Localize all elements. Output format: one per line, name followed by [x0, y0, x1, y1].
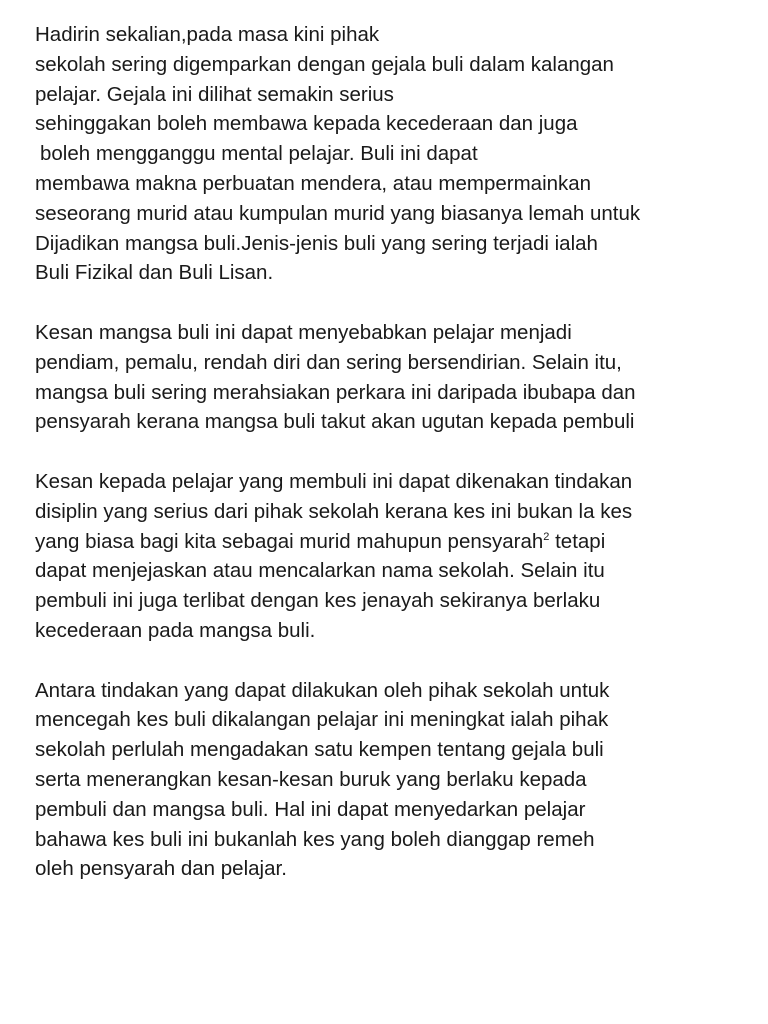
text-segment: yang biasa bagi kita sebagai murid mahupun pensyarah [35, 529, 544, 553]
text-line: Hadirin sekalian,pada masa kini pihak [35, 23, 380, 46]
text-line: disiplin yang serius dari pihak sekolah kerana kes ini bukan la kes [35, 499, 633, 523]
text-line: membawa makna perbuatan mendera, atau mempermainkan [35, 171, 592, 195]
text-line: pensyarah kerana mangsa buli takut akan ugutan kepada pembuli [35, 410, 635, 434]
text-line: Buli Fizikal dan Buli Lisan. [35, 261, 274, 285]
text-line: kecederaan pada mangsa buli. [35, 618, 316, 642]
document-page [35, 20, 755, 914]
text-line: pembuli ini juga terlibat dengan kes jenayah sekiranya berlaku [35, 589, 601, 613]
text-line: seseorang murid atau kumpulan murid yang biasanya lemah untuk [35, 201, 641, 225]
text-line: oleh pensyarah dan pelajar. [35, 857, 287, 881]
text-line: bahawa kes buli ini bukanlah kes yang boleh dianggap remeh [35, 827, 595, 851]
paragraph-4 [35, 676, 755, 885]
footnote-marker: 2 [543, 530, 550, 543]
text-line: Kesan kepada pelajar yang membuli ini dapat dikenakan tindakan [35, 469, 633, 493]
text-line: mangsa buli sering merahsiakan perkara ini daripada ibubapa dan [35, 380, 636, 404]
text-line: Kesan mangsa buli ini dapat menyebabkan pelajar menjadi [35, 320, 572, 344]
text-line: Dijadikan mangsa buli.Jenis-jenis buli yang sering terjadi ialah [35, 231, 598, 255]
paragraph-2 [35, 318, 755, 437]
text-segment: tetapi [549, 529, 606, 553]
text-line: dapat menjejaskan atau mencalarkan nama sekolah. Selain itu [35, 559, 605, 583]
text-line: pembuli dan mangsa buli. Hal ini dapat menyedarkan pelajar [35, 797, 586, 821]
text-line: Antara tindakan yang dapat dilakukan oleh pihak sekolah untuk [35, 678, 610, 702]
text-line: serta menerangkan kesan-kesan buruk yang berlaku kepada [35, 767, 587, 791]
text-line: sekolah sering digemparkan dengan gejala buli dalam kalangan [35, 52, 614, 76]
paragraph-1 [35, 20, 755, 288]
text-line-with-footnote [35, 527, 755, 557]
text-line: mencegah kes buli dikalangan pelajar ini meningkat ialah pihak [35, 708, 609, 732]
text-line: sekolah perlulah mengadakan satu kempen tentang gejala buli [35, 738, 604, 762]
text-line: sehinggakan boleh membawa kepada kecederaan dan juga [35, 112, 578, 136]
text-line: pelajar. Gejala ini dilihat semakin serius [35, 82, 394, 106]
text-line: pendiam, pemalu, rendah diri dan sering bersendirian. Selain itu, [35, 350, 622, 374]
paragraph-3 [35, 467, 755, 646]
text-line: boleh mengganggu mental pelajar. Buli ini dapat [40, 142, 478, 166]
